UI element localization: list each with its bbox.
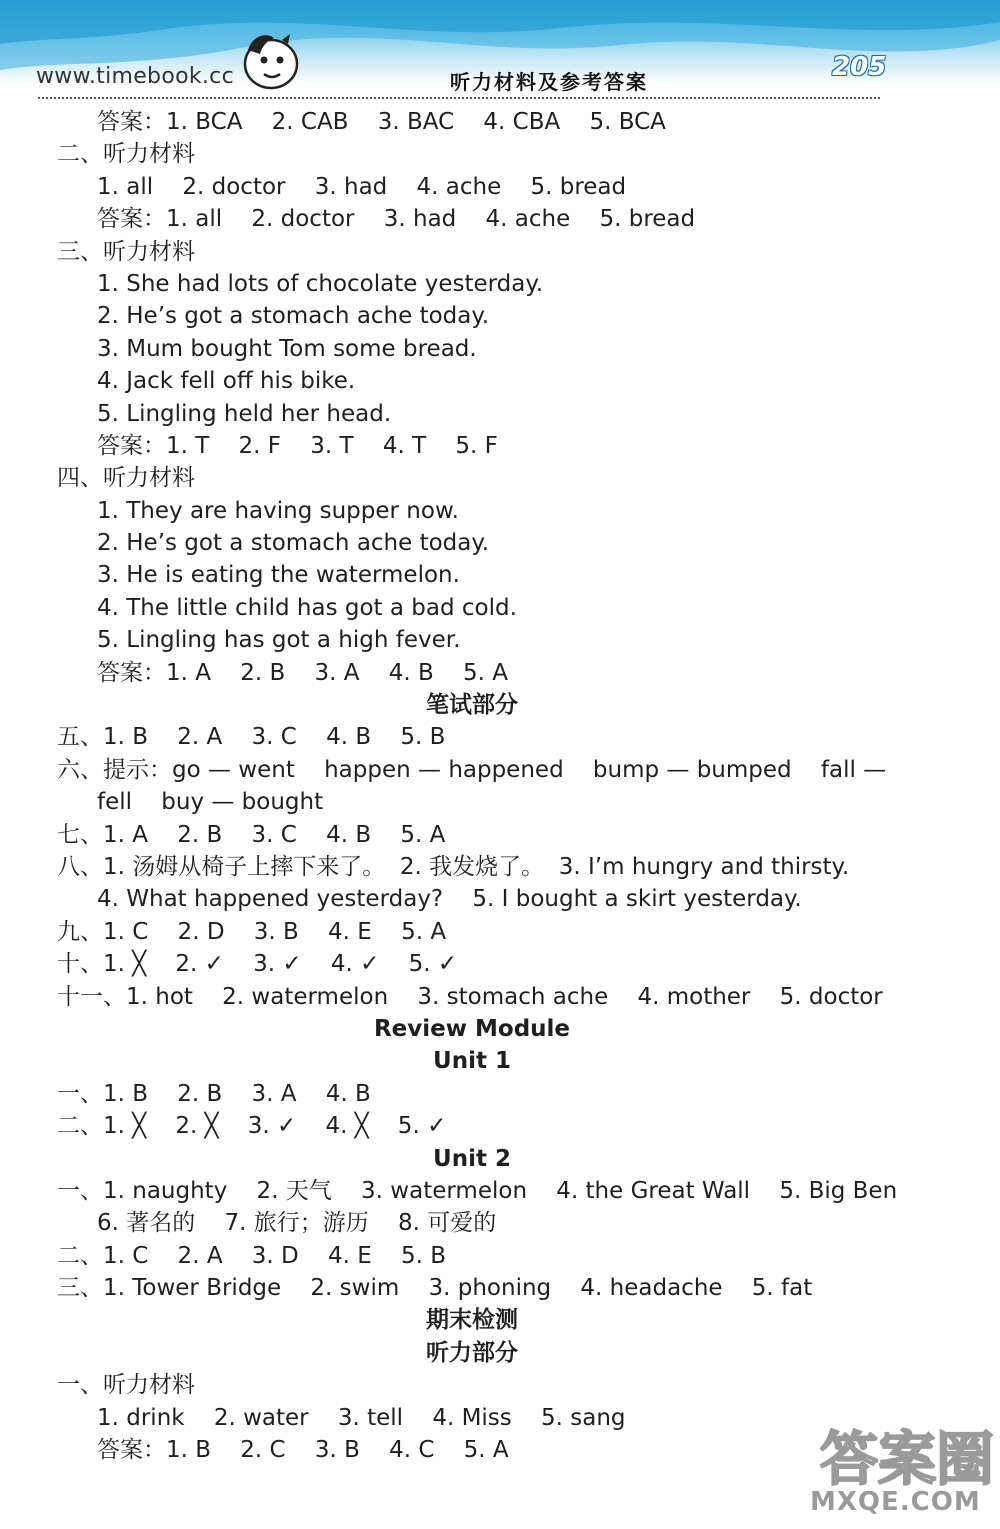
answer-line: 十一、1. hot 2. watermelon 3. stomach ache 4. mother 5. doctor	[57, 983, 883, 1010]
answer-line: 一、听力材料	[57, 1372, 195, 1399]
watermark-text: MXQE.COM	[810, 1487, 981, 1517]
answer-line: 二、1. C 2. A 3. D 4. E 5. B	[57, 1242, 447, 1269]
answer-line: 四、听力材料	[57, 465, 195, 492]
answer-line: 一、1. B 2. B 3. A 4. B	[57, 1080, 371, 1107]
answer-line: 七、1. A 2. B 3. C 4. B 5. A	[57, 821, 446, 848]
answer-line: 三、1. Tower Bridge 2. swim 3. phoning 4. headache 5. fat	[57, 1275, 813, 1302]
answer-line: 1. She had lots of chocolate yesterday.	[97, 270, 544, 297]
answer-line: 十、1. ╳ 2. ✓ 3. ✓ 4. ✓ 5. ✓	[57, 951, 458, 978]
answer-line: 二、听力材料	[57, 141, 195, 168]
section-heading: 笔试部分	[426, 692, 518, 719]
header-title: 听力材料及参考答案	[450, 70, 648, 94]
answer-line: 三、听力材料	[57, 238, 195, 265]
answer-line: 二、1. ╳ 2. ╳ 3. ✓ 4. ╳ 5. ✓	[57, 1113, 447, 1140]
answer-line: 5. Lingling has got a high fever.	[97, 627, 461, 654]
answer-content	[0, 106, 1000, 1466]
answer-line: 一、1. naughty 2. 天气 3. watermelon 4. the Great Wall 5. Big Ben	[57, 1177, 898, 1204]
answer-line: 2. He’s got a stomach ache today.	[97, 303, 490, 330]
site-url: www.timebook.cc	[36, 64, 234, 89]
answer-line: 4. What happened yesterday? 5. I bought a skirt yesterday.	[97, 886, 802, 913]
answer-line: fell buy — bought	[97, 789, 324, 816]
answer-line: 五、1. B 2. A 3. C 4. B 5. B	[57, 724, 446, 751]
answer-line: 答案：1. all 2. doctor 3. had 4. ache 5. bread	[97, 206, 696, 233]
answer-line: 答案：1. A 2. B 3. A 4. B 5. A	[97, 659, 509, 686]
section-heading: 听力部分	[426, 1339, 518, 1366]
watermark-logo: 答案圈	[820, 1425, 995, 1493]
section-heading: Unit 2	[433, 1145, 511, 1172]
answer-line: 六、提示：go — went happen — happened bump — bumped fall —	[57, 756, 887, 783]
header-divider	[38, 97, 880, 99]
section-heading: Unit 1	[433, 1048, 511, 1075]
answer-line: 4. The little child has got a bad cold.	[97, 594, 517, 621]
answer-line: 3. He is eating the watermelon.	[97, 562, 460, 589]
page-number: 205	[832, 52, 887, 82]
section-heading: Review Module	[373, 1015, 571, 1042]
answer-line: 1. all 2. doctor 3. had 4. ache 5. bread	[97, 173, 627, 200]
mascot-icon	[238, 30, 304, 92]
answer-line: 答案：1. B 2. C 3. B 4. C 5. A	[97, 1437, 509, 1464]
answer-line: 3. Mum bought Tom some bread.	[97, 335, 477, 362]
answer-line: 九、1. C 2. D 3. B 4. E 5. A	[57, 918, 447, 945]
answer-line: 答案：1. T 2. F 3. T 4. T 5. F	[97, 432, 498, 459]
answer-line: 1. drink 2. water 3. tell 4. Miss 5. sang	[97, 1404, 626, 1431]
answer-line: 答案：1. BCA 2. CAB 3. BAC 4. CBA 5. BCA	[97, 109, 666, 135]
answer-line: 2. He’s got a stomach ache today.	[97, 530, 490, 557]
answer-line: 5. Lingling held her head.	[97, 400, 392, 427]
section-heading: 期末检测	[426, 1307, 518, 1334]
answer-line: 6. 著名的 7. 旅行；游历 8. 可爱的	[97, 1210, 497, 1237]
answer-line: 八、1. 汤姆从椅子上摔下来了。 2. 我发烧了。 3. I’m hungry and thirsty.	[57, 853, 850, 880]
page-header	[0, 0, 1000, 100]
answer-line: 1. They are having supper now.	[97, 497, 459, 524]
answer-line: 4. Jack fell off his bike.	[97, 368, 356, 395]
